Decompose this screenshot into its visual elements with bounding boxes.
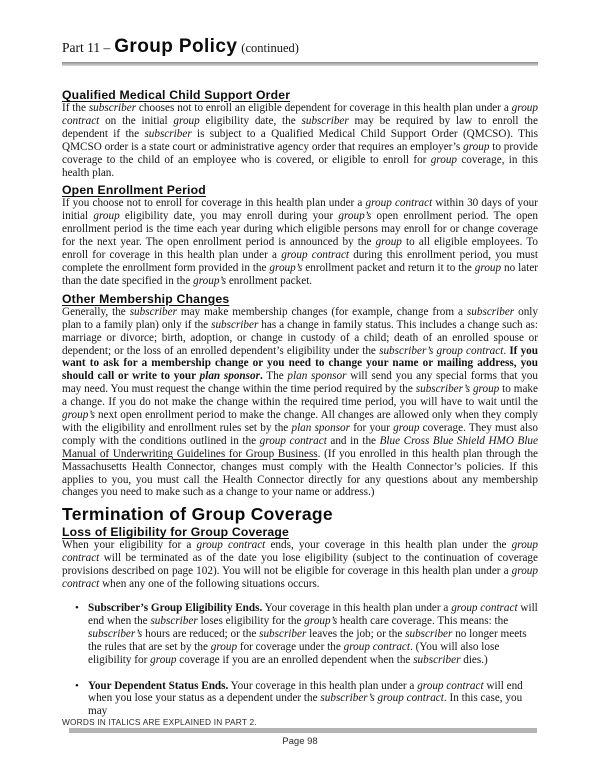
section-paragraph-open-enrollment: If you choose not to enroll for coverage in this health plan under a group contract within 30 days of your initial group eligibility date, you may enroll during your group’s open enrollment period. The open enrollment period is the time each year during which eligible persons may enroll for or change coverage for the next year. The open enrollment period is announced by the group to all eligible employees. To enroll for coverage in this health plan under a group contract during this enrollment period, you must complete the enrollment form provided in the group’s enrollment packet and return it to the group no later than the date specified in the group’s enrollment packet. <box>62 197 539 287</box>
bullet-marker: • <box>75 602 79 614</box>
termination-paragraph: When your eligibility for a group contract ends, your coverage in this health plan under the group contract will be terminated as of the date you lose eligibility (subject to the continuation of coverage provisions described on page 102). You will not be eligible for coverage in this health plan under a group contract when any one of the following situations occurs. <box>62 539 538 591</box>
footer-note: WORDS IN ITALICS ARE EXPLAINED IN PART 2. <box>62 717 257 727</box>
bullet-item-subscriber-eligibility-ends <box>75 602 538 667</box>
termination-subheading: Loss of Eligibility for Group Coverage <box>62 525 289 540</box>
section-paragraph-qmcso: If the subscriber chooses not to enroll an eligible dependent for coverage in this health plan under a group contract on the initial group eligibility date, the subscriber may be required by law to enroll the dependent if the subscriber is subject to a Qualified Medical Child Support Order (QMCSO). This QMCSO order is a state court or administrative agency order that requires an employer’s group to provide coverage to the child of an employee who is covered, or eligible to enroll for group coverage, in this health plan. <box>62 102 538 179</box>
section-termination <box>62 505 538 718</box>
bullet-list <box>62 602 538 718</box>
bullet-text-dependent-status-ends: Your Dependent Status Ends. Your coverage in this health plan under a group contract will end when you lose your status as a dependent under the subscriber’s group contract. In this case, you may <box>88 679 523 718</box>
section-heading-qmcso: Qualified Medical Child Support Order <box>62 88 291 102</box>
page-header <box>62 36 538 59</box>
section-paragraph-other-membership-changes: Generally, the subscriber may make membership changes (for example, change from a subscriber only plan to a family plan) only if the subscriber has a change in family status. This includes a change such as: marriage or divorce; birth, adoption, or change in custody of a child; death of an enrolled spouse or dependent; or the loss of an enrolled dependent’s eligibility under the subscriber’s group contract. If you want to ask for a membership change or you need to change your name or mailing address, you should call or write to your plan sponsor. The plan sponsor will send you any special forms that you may need. You must request the change within the time period required by the subscriber’s group to make a change. If you do not make the change within the required time period, you will have to wait until the group’s next open enrollment period to make the change. All changes are allowed only when they comply with the eligibility and enrollment rules set by the plan sponsor for your group coverage. They must also comply with the conditions outlined in the group contract and in the Blue Cross Blue Shield HMO Blue Manual of Underwriting Guidelines for Group Business. (If you enrolled in this health plan through the Massachusetts Health Connector, changes must comply with the Health Connector’s policies. If this applies to you, you must call the Health Connector directly for any questions about any membership changes you need to make such as a change to your name or address.) <box>62 305 538 499</box>
section-heading-other-membership-changes: Other Membership Changes <box>62 291 230 306</box>
header-continued: (continued) <box>241 41 299 55</box>
section-qmcso <box>62 88 538 179</box>
section-other-membership-changes <box>62 292 538 500</box>
footer-rule <box>69 728 537 733</box>
header-part-label: Part 11 – <box>62 40 111 55</box>
termination-title: Termination of Group Coverage <box>62 504 333 525</box>
footer-page-number: Page 98 <box>282 736 318 747</box>
section-heading-open-enrollment: Open Enrollment Period <box>62 183 206 198</box>
bullet-text-subscriber-eligibility-ends: Subscriber’s Group Eligibility Ends. Your coverage in this health plan under a group contract will end when the subscriber loses eligibility for the group’s health care coverage. This means: the subscriber’s hours are reduced; or the subscriber leaves the job; or the subscriber no longer meets the rules that are set by the group for coverage under the group contract. (You will also lose eligibility for group coverage if you are an enrolled dependent when the subscriber dies.) <box>88 602 538 666</box>
section-open-enrollment <box>62 183 538 287</box>
header-rule <box>62 62 538 66</box>
bullet-item-dependent-status-ends <box>75 680 538 719</box>
bullet-marker: • <box>75 679 79 692</box>
header-title: Group Policy <box>114 36 238 57</box>
